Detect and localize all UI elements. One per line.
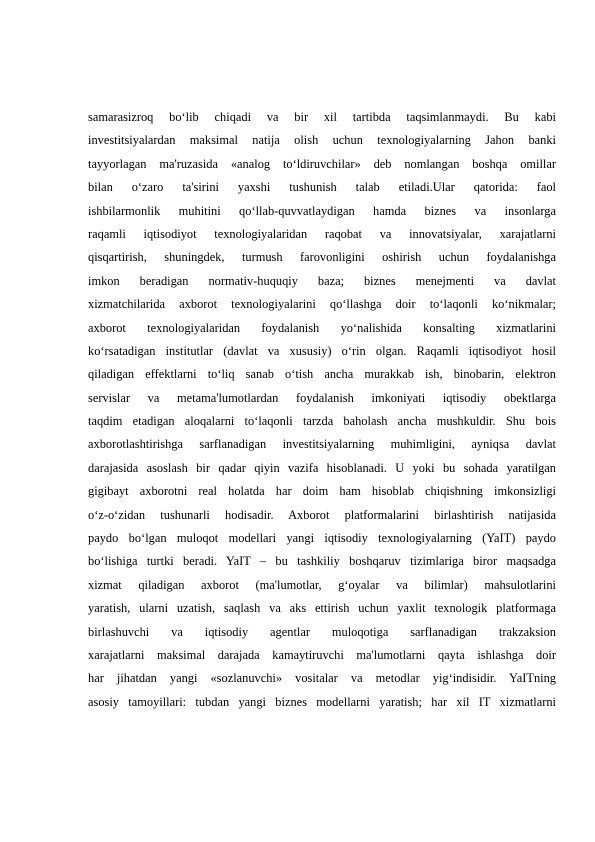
text-line: paydo bo‘lgan muloqot modellari yangi iqtisodiy texnologiyalarning (YaIT) paydo [88, 531, 556, 546]
text-line: samarasizroq bo‘lib chiqadi va bir xil tartibda taqsimlanmaydi. Bu kabi [88, 110, 556, 124]
text-line: imkon beradigan normativ-huquqiy baza; biznes menejmenti va davlat [88, 273, 556, 288]
text-line: xizmatchilarida axborot texnologiyalarini qo‘llashga doir to‘laqonli ko‘nikmalar; [88, 297, 556, 312]
text-line: taqdim etadigan aloqalarni to‘laqonli tarzda baholash ancha mushkuldir. Shu bois [88, 414, 556, 429]
text-line: qiladigan effektlarni to‘liq sanab o‘tish ancha murakkab ish, binobarin, elektron [88, 367, 556, 382]
text-line: ishbilarmonlik muhitini qo‘llab-quvvatlaydigan hamda biznes va insonlarga [88, 203, 556, 218]
body-text [88, 106, 556, 714]
text-line: gigibayt axborotni real holatda har doim ham hisoblab chiqishning imkonsizligi [88, 484, 556, 499]
text-line: xizmat qiladigan axborot (ma'lumotlar, g‘oyalar va bilimlar) mahsulotlarini [88, 577, 556, 592]
text-line: har jihatdan yangi «sozlanuvchi» vositalar va metodlar yig‘indisidir. YaITning [88, 671, 556, 686]
text-line: darajasida asoslash bir qadar qiyin vazifa hisoblanadi. U yoki bu sohada yaratilgan [88, 460, 556, 475]
text-line: xarajatlarni maksimal darajada kamaytiruvchi ma'lumotlarni qayta ishlashga doir [88, 647, 556, 662]
text-line: bilan o‘zaro ta'sirini yaxshi tushunish talab etiladi.Ular qatorida: faol [88, 180, 556, 195]
text-line: bo‘lishiga turtki beradi. YaIT – bu tashkiliy boshqaruv tizimlariga biror maqsadga [88, 554, 556, 569]
text-line: yaratish, ularni uzatish, saqlash va aks ettirish uchun yaxlit texnologik platformaga [88, 601, 556, 616]
text-line: asosiy tamoyillari: tubdan yangi biznes modellarni yaratish; har xil IT xizmatlarni [88, 694, 556, 709]
text-line: raqamli iqtisodiyot texnologiyalaridan raqobat va innovatsiyalar, xarajatlarni [88, 226, 556, 241]
text-line: tayyorlagan ma'ruzasida «analog to‘ldiruvchilar» deb nomlangan boshqa omillar [88, 156, 556, 171]
text-line: axborotlashtirishga sarflanadigan investitsiyalarning muhimligini, ayniqsa davlat [88, 437, 556, 452]
text-line: investitsiyalardan maksimal natija olish uchun texnologiyalarning Jahon banki [88, 133, 556, 148]
text-line: axborot texnologiyalaridan foydalanish yo‘nalishida konsalting xizmatlarini [88, 320, 556, 335]
text-line: ko‘rsatadigan institutlar (davlat va xususiy) o‘rin olgan. Raqamli iqtisodiyot hosil [88, 343, 556, 358]
text-line: birlashuvchi va iqtisodiy agentlar muloqotiga sarflanadigan trakzaksion [88, 624, 556, 639]
text-line: servislar va metama'lumotlardan foydalanish imkoniyati iqtisodiy obektlarga [88, 390, 556, 405]
text-line: o‘z-o‘zidan tushunarli hodisadir. Axborot platformalarini birlashtirish natijasida [88, 507, 556, 522]
text-line: qisqartirish, shuningdek, turmush farovonligini oshirish uchun foydalanishga [88, 250, 556, 265]
